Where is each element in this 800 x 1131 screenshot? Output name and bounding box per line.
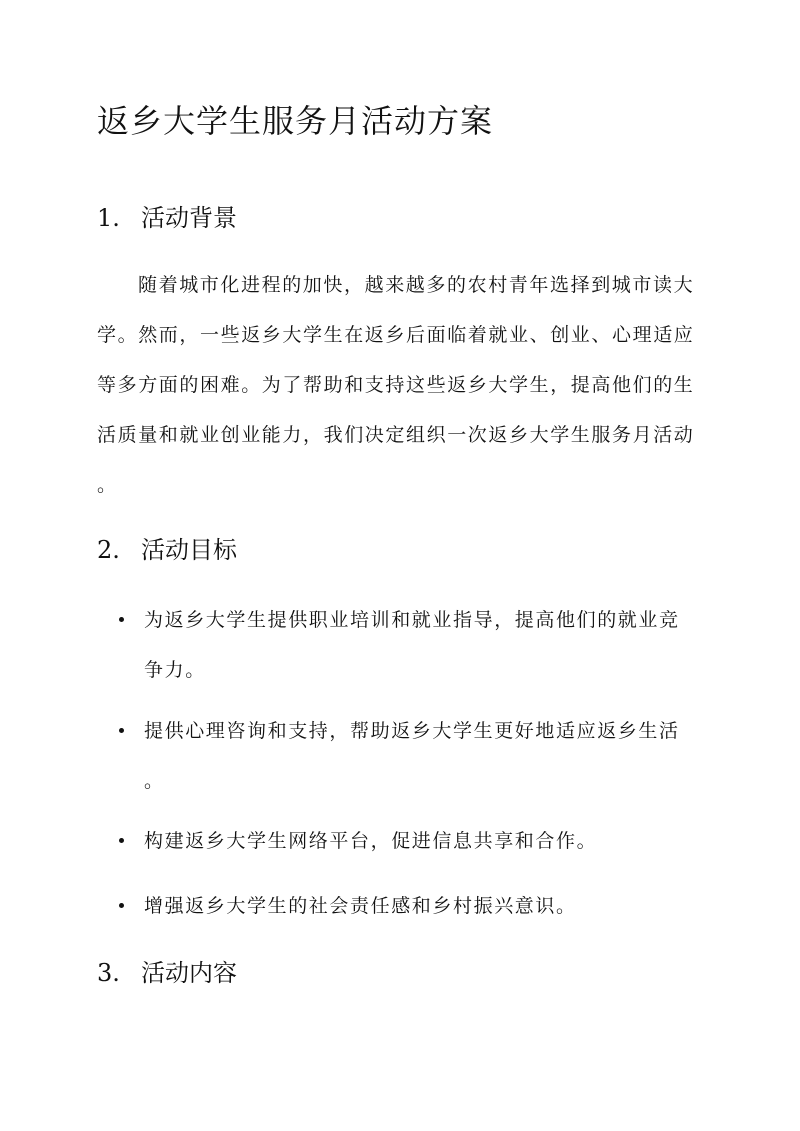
section-heading-content xyxy=(97,953,237,988)
paragraph-line: 等多方面的困难。为了帮助和支持这些返乡大学生，提高他们的生 xyxy=(97,374,695,396)
paragraph-line: 学。然而，一些返乡大学生在返乡后面临着就业、创业、心理适应 xyxy=(97,324,695,346)
section-title: 活动目标 xyxy=(141,536,237,564)
section-heading-goals xyxy=(97,530,237,565)
bullet-text-line: 增强返乡大学生的社会责任感和乡村振兴意识。 xyxy=(144,895,577,917)
paragraph-line: 随着城市化进程的加快，越来越多的农村青年选择到城市读大 xyxy=(138,274,695,296)
paragraph-line: 活质量和就业创业能力，我们决定组织一次返乡大学生服务月活动 xyxy=(97,424,695,446)
bullet-icon xyxy=(119,903,124,908)
bullet-text-line: 为返乡大学生提供职业培训和就业指导，提高他们的就业竞 xyxy=(144,609,680,631)
section-number: 3. xyxy=(97,959,120,987)
section-number: 1. xyxy=(97,204,120,232)
document-title: 返乡大学生服务月活动方案 xyxy=(97,102,494,140)
paragraph-line: 。 xyxy=(97,474,118,496)
section-title: 活动内容 xyxy=(141,959,237,987)
bullet-text-line: 争力。 xyxy=(144,659,206,681)
bullet-icon xyxy=(119,617,124,622)
bullet-text-line: 构建返乡大学生网络平台，促进信息共享和合作。 xyxy=(144,830,598,852)
bullet-text-line: 。 xyxy=(144,770,165,792)
bullet-text-line: 提供心理咨询和支持，帮助返乡大学生更好地适应返乡生活 xyxy=(144,720,680,742)
section-number: 2. xyxy=(97,536,120,564)
section-title: 活动背景 xyxy=(141,204,237,232)
section-heading-background xyxy=(97,198,237,233)
bullet-icon xyxy=(119,838,124,843)
bullet-icon xyxy=(119,728,124,733)
